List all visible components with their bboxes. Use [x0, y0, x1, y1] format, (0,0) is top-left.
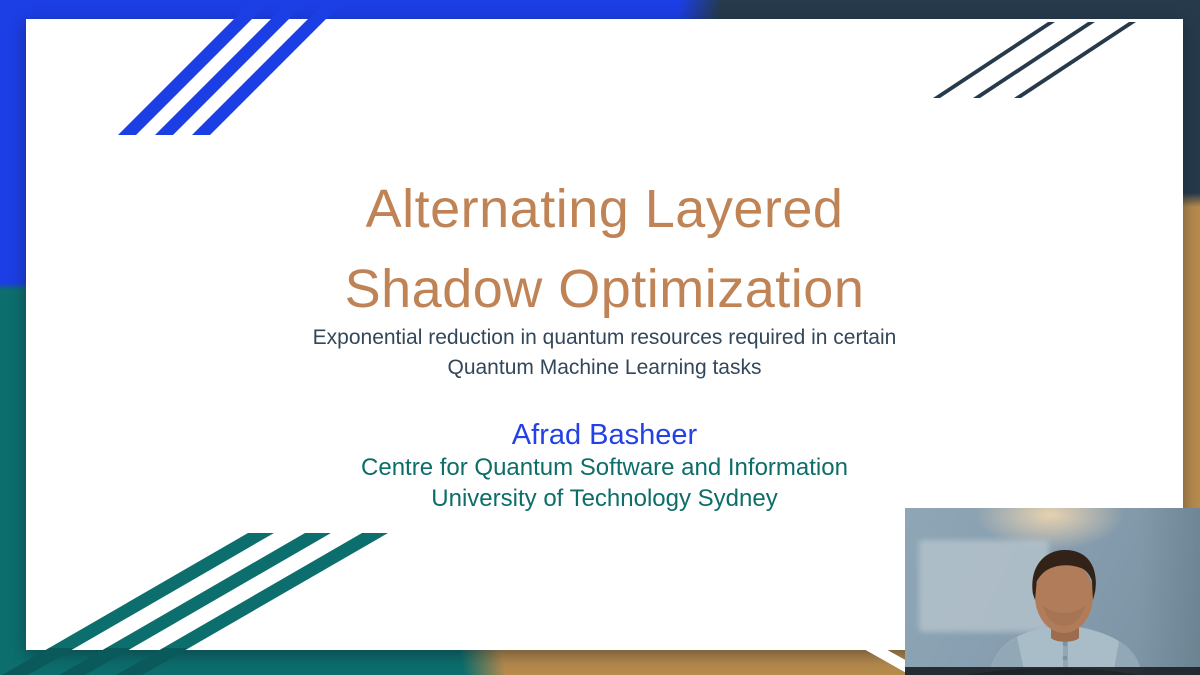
presenter-person: [905, 508, 1200, 675]
affiliation-line1: Centre for Quantum Software and Information: [361, 454, 848, 481]
author-affiliation: [26, 452, 1183, 514]
background-band-left: [0, 0, 27, 675]
slide-title: [26, 169, 1183, 329]
slide-title-line1: Alternating Layered: [365, 179, 844, 239]
author-name: Afrad Basheer: [511, 419, 698, 451]
slide-title-line2: Shadow Optimization: [344, 259, 865, 319]
slide-subtitle-line1: Exponential reduction in quantum resources required in certain: [312, 326, 897, 349]
slide-subtitle-line2: Quantum Machine Learning tasks: [447, 356, 762, 379]
affiliation-line2: University of Technology Sydney: [431, 485, 778, 512]
slide-subtitle: [26, 323, 1183, 383]
webcam-overlay[interactable]: [905, 508, 1200, 675]
